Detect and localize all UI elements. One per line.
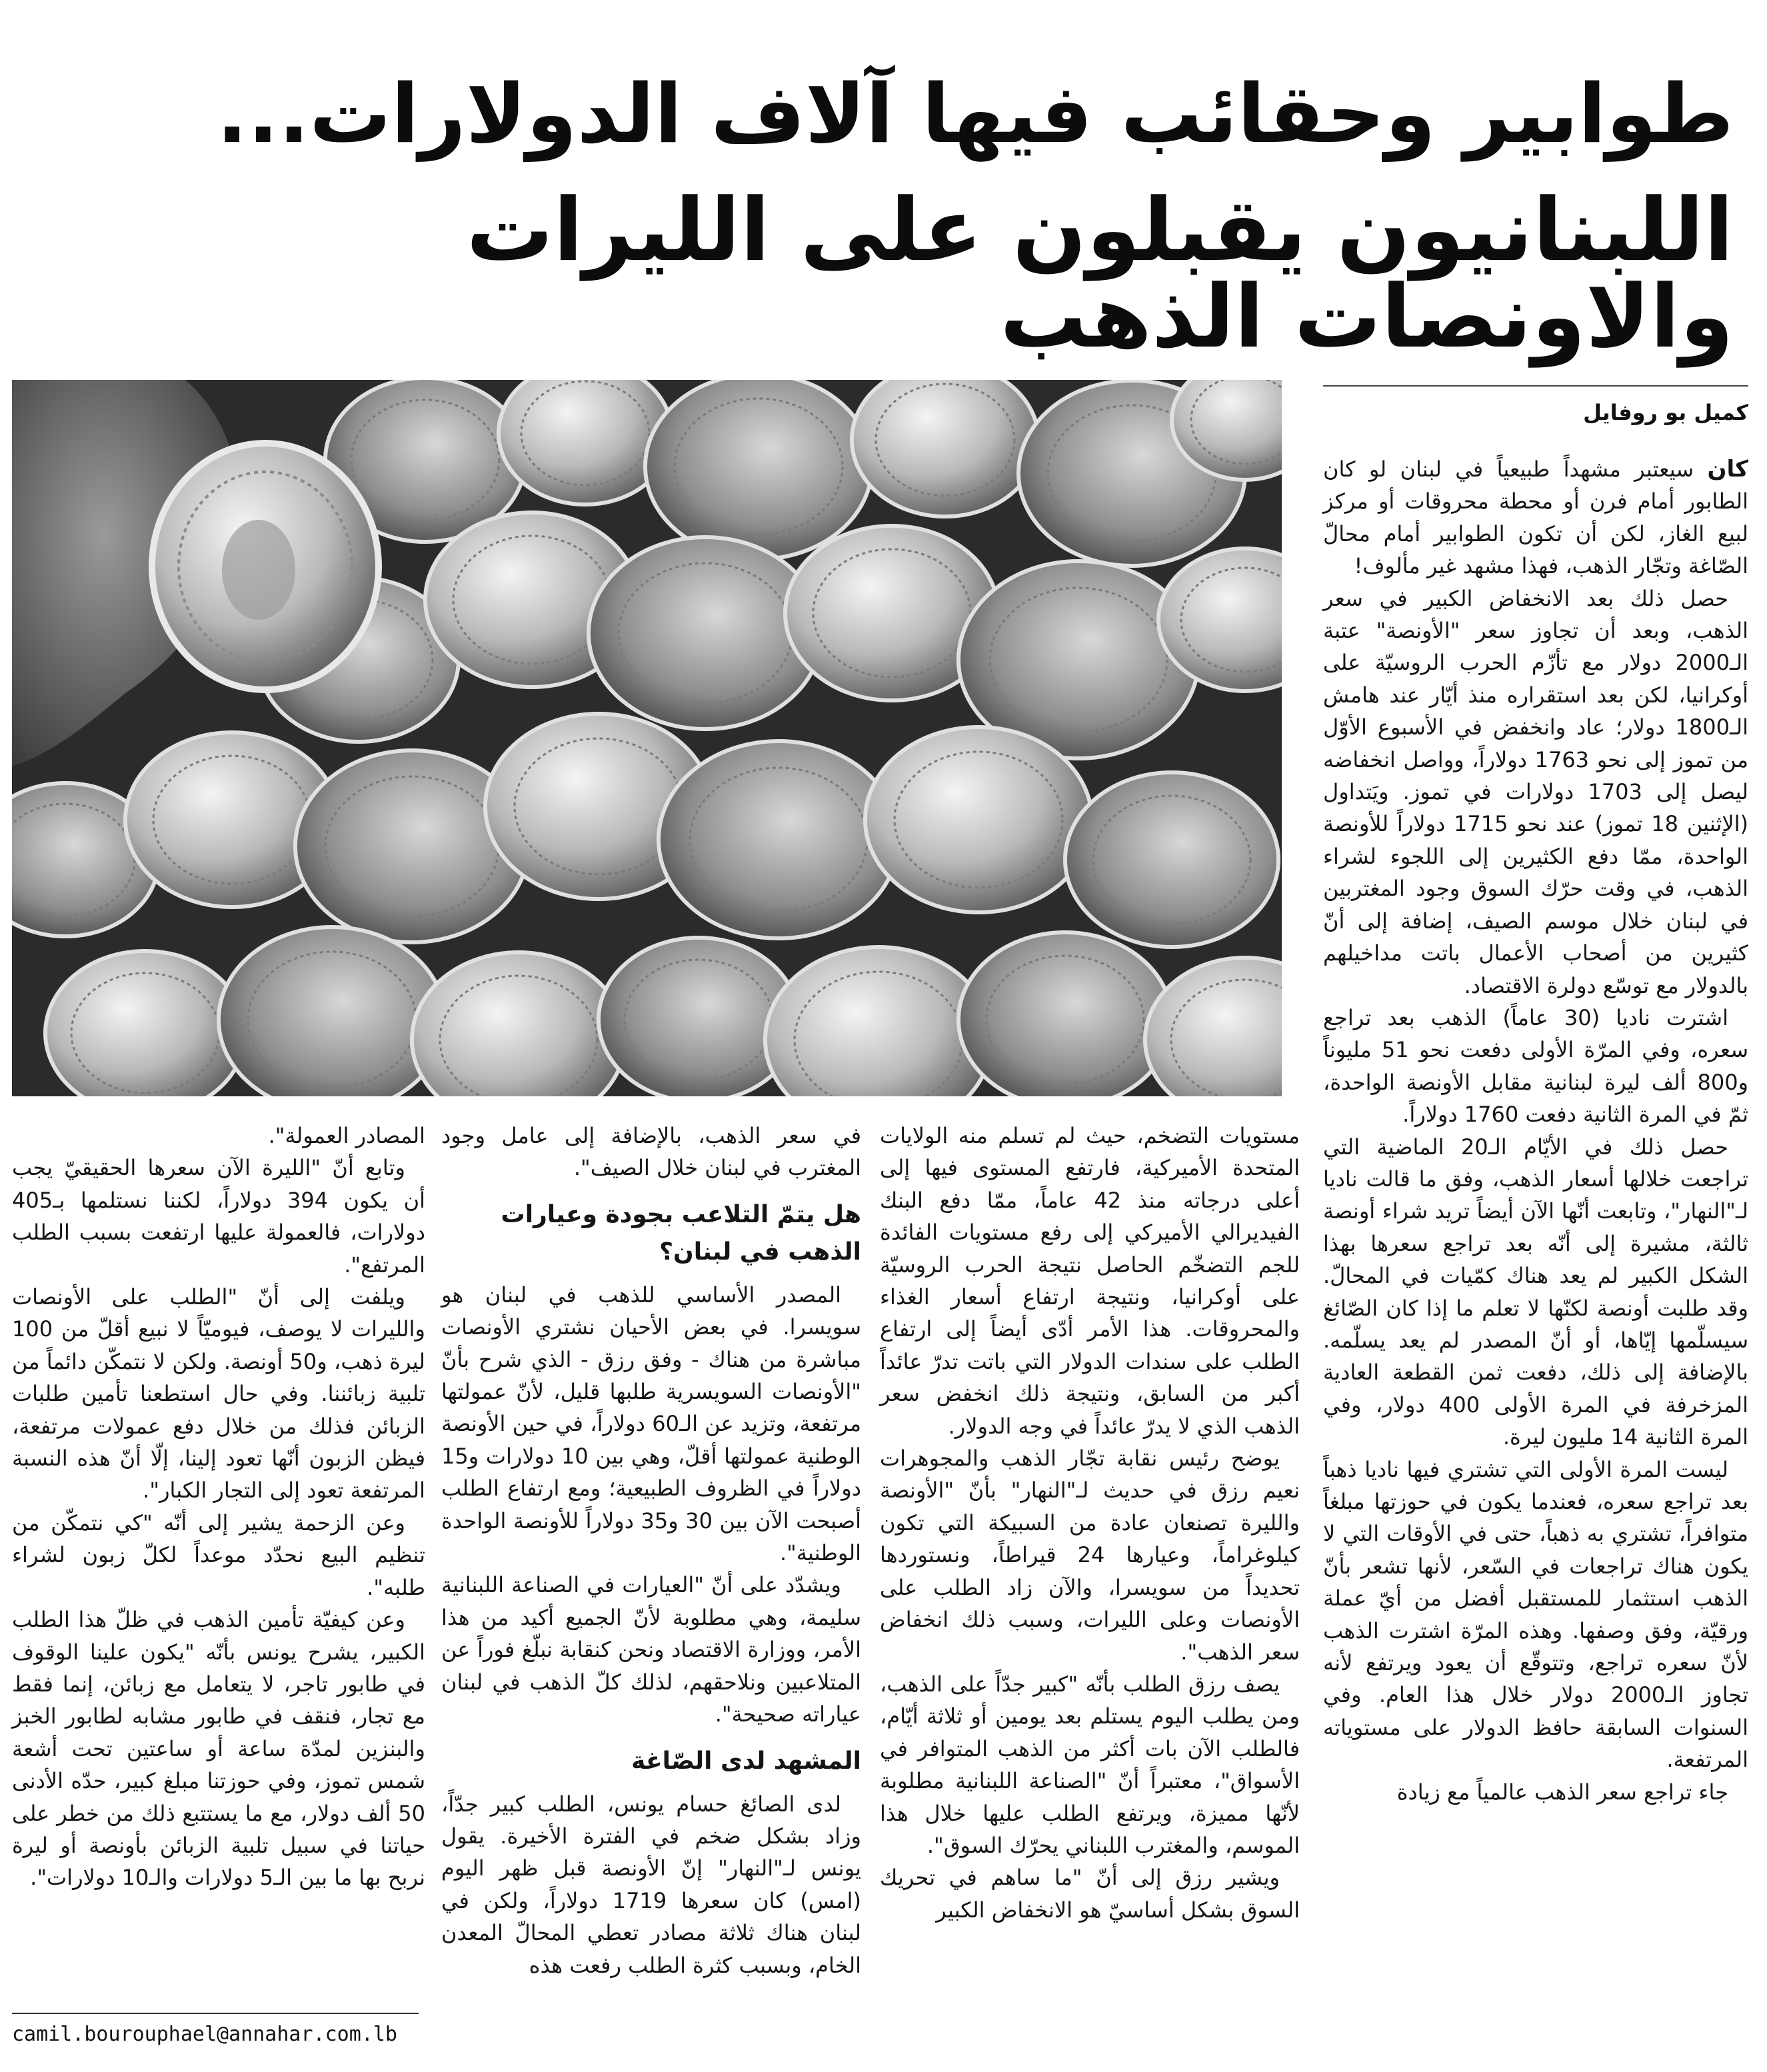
headline-line-1: طوابير وحقائب فيها آلاف الدولارات... xyxy=(217,67,1734,161)
coin xyxy=(1065,772,1278,947)
paragraph: مستويات التضخم، حيث لم تسلم منه الولايات المتحدة الأميركية، فارتفع المستوى فيها إلى أعلى درجاته منذ 42 عاماً، ممّا دفع البنك الفيديرالي الأميركي إلى رفع مستويات الفائدة للجم التضخّم الحاصل نتيجة الحرب الروسيّة على أوكرانيا، ونتيجة ارتفاع أسعار الغذاء والمحروقات. هذا الأمر أدّى أيضاً إلى ارتفاع الطلب على سندات الدولار التي باتت تدرّ عائداً أكبر من السابق، ونتيجة ذلك انخفض سعر الذهب الذي لا يدرّ عائداً في وجه الدولار. xyxy=(880,1123,1300,1439)
subheading-jewellers: المشهد لدى الصّاغة xyxy=(631,1747,861,1775)
column-3 xyxy=(441,1120,861,2066)
column-1 xyxy=(1323,453,1748,2066)
coin xyxy=(645,380,872,559)
column-2 xyxy=(880,1120,1300,2066)
paragraph: جاء تراجع سعر الذهب عالمياً مع زيادة xyxy=(1396,1779,1728,1805)
paragraph: ويشدّد على أنّ "العيارات في الصناعة اللبنانية سليمة، وهي مطلوبة لأنّ الجميع أكيد من هذا الأمر، ووزارة الاقتصاد ونحن كنقابة نبلّغ فوراً عن المتلاعبين ونلاحقهم، لذلك كلّ الذهب في لبنان عياراته صحيحة". xyxy=(441,1572,861,1727)
paragraph: المصادر العمولة". xyxy=(268,1123,425,1148)
coin xyxy=(852,380,1038,517)
paragraph: وتابع أنّ "الليرة الآن سعرها الحقيقيّ يجب أن يكون 394 دولاراً، لكننا نستلمها بـ405 دولارات، فالعمولة عليها ارتفعت بسبب الطلب المرتفع". xyxy=(12,1155,426,1278)
coin xyxy=(219,927,445,1096)
gold-coins-image xyxy=(12,380,1282,1096)
author-email[interactable]: camil.bourouphael@annahar.com.lb xyxy=(12,2023,397,2046)
lead-word: كان xyxy=(1707,456,1749,483)
paragraph: ويشير رزق إلى أنّ "ما ساهم في تحريك السوق بشكل أساسيّ هو الانخفاض الكبير xyxy=(880,1865,1300,1923)
paragraph: وعن الزحمة يشير إلى أنّه "كي نتمكّن من تنظيم البيع نحدّد موعداً لكلّ زبون لشراء طلبه". xyxy=(12,1510,425,1600)
byline: كميل بو روفايل xyxy=(1583,400,1748,425)
paragraph: اشترت ناديا (30 عاماً) الذهب بعد تراجع سعره، وفي المرّة الأولى دفعت نحو 51 مليوناً و800 ألف ليرة لبنانية مقابل الأونصة الواحدة، ثمّ في المرة الثانية دفعت 1760 دولاراً. xyxy=(1323,1004,1749,1128)
coin xyxy=(865,727,1092,912)
paragraph: حصل ذلك بعد الانخفاض الكبير في سعر الذهب، وبعد أن تجاوز سعر "الأونصة" عتبة الـ2000 دولار مع تأزّم الحرب الروسيّة على أوكرانيا، لكن بعد استقراره منذ أيّار عند هامش الـ1800 دولار؛ عاد وانخفض في الأسبوع الأوّل من تموز إلى نحو 1763 دولاراً، وواصل انخفاضه ليصل إلى 1703 دولارات في تموز. ويَتداول (الإثنين 18 تموز) عند نحو 1715 دولاراً للأونصة الواحدة، ممّا دفع الكثيرين إلى اللجوء لشراء الذهب، في وقت حرّك السوق وجود المغتربين في لبنان خلال موسم الصيف، إضافة إلى أنّ كثيرين من أصحاب الأعمال باتت مداخيلهم بالدولار مع توسّع دولرة الاقتصاد. xyxy=(1323,585,1749,998)
paragraph: وعن كيفيّة تأمين الذهب في ظلّ هذا الطلب الكبير، يشرح يونس بأنّه "يكون علينا الوقوف في طابور تاجر، لا يتعامل مع زبائن، إنما فقط مع تجار، فنقف في طابور مشابه لطابور الخبز والبنزين لمدّة ساعة أو ساعتين تحت أشعة شمس تموز، وفي حوزتنا مبلغ كبير، حدّه الأدنى 50 ألف دولار، مع ما يستتبع ذلك من خطر على حياتنا في سبيل تلبية الزبائن بأونصة أو ليرة نربح بها ما بين الـ5 دولارات والـ10 دولارات". xyxy=(12,1607,425,1891)
headline-line-2: اللبنانيون يقبلون على الليرات والاونصات الذهب xyxy=(466,179,1734,367)
gold-coins-photo xyxy=(12,380,1282,1096)
paragraph: ويلفت إلى أنّ "الطلب على الأونصات والليرات لا يوصف، فيوميّاً لا نبيع أقلّ من 100 ليرة ذهب، و50 أونصة. ولكن لا نتمكّن دائماً من تلبية زبائننا. وفي حال استطعنا تأمين طلبات الزبائن فذلك من خلال دفع عمولات مرتفعة، فيظن الزبون أنّها تعود إلينا، إلّا أنّ هذه النسبة المرتفعة تعود إلى التجار الكبار". xyxy=(12,1284,426,1504)
paragraph: في سعر الذهب، بالإضافة إلى عامل وجود المغترب في لبنان خلال الصيف". xyxy=(441,1123,861,1181)
paragraph: يوضح رئيس نقابة تجّار الذهب والمجوهرات نعيم رزق في حديث لـ"النهار" بأنّ "الأونصة والليرة تصنعان عادة من السبيكة التي تكون كيلوغراماً، وعيارها 24 قيراطاً، ونستوردها تحديداً من سويسرا، والآن زاد الطلب على الأونصات وعلى الليرات، وسبب ذلك انخفاض سعر الذهب". xyxy=(880,1446,1300,1665)
email-rule xyxy=(12,2013,419,2014)
lead-paragraph: كان سيعتبر مشهداً طبيعياً في لبنان لو كان الطابور أمام فرن أو محطة محروقات أو مركز لبيع الغاز، لكن أن تكون الطوابير أمام محالّ الصّاغة وتجّار الذهب، فهذا مشهد غير مألوف! xyxy=(1323,456,1749,579)
byline-rule xyxy=(1323,385,1748,387)
paragraph: يصف رزق الطلب بأنّه "كبير جدّاً على الذهب، ومن يطلب اليوم يستلم بعد يومين أو ثلاثة أيّام، فالطلب الآن بات أكثر من الذهب المتوافر في الأسواق"، معتبراً أنّ "الصناعة اللبنانية مطلوبة لأنّها مميزة، ويرتفع الطلب عليها خلال هذا الموسم، والمغترب اللبناني يحرّك السوق". xyxy=(880,1671,1300,1858)
paragraph: ليست المرة الأولى التي تشتري فيها ناديا ذهباً بعد تراجع سعره، فعندما يكون في حوزتها مبلغاً متوافراً، تشتري به ذهباً، حتى في الأوقات التي لا يكون هناك تراجعات في السّعر، لأنها تشعر بأنّ الذهب استثمار للمستقبل أفضل من أيّ عملة ورقيّة، وفق وصفها. وهذه المرّة اشترت الذهب لأنّ سعره تراجع، وتتوقّع أن يعود ويرتفع لأنه تجاوز الـ2000 دولار خلال هذا العام. وفي السنوات السابقة حافظ الدولار على مستوياته المرتفعة. xyxy=(1323,1456,1748,1773)
paragraph: المصدر الأساسي للذهب في لبنان هو سويسرا. في بعض الأحيان نشتري الأونصات مباشرة من هناك - وفق رزق - الذي شرح بأنّ "الأونصات السويسرية طلبها قليل، لأنّ عمولتها مرتفعة، وتزيد عن الـ60 دولاراً، في حين الأونصة الوطنية عمولتها أقلّ، وهي بين 10 دولارات و15 دولاراً في الظروف الطبيعية؛ ومع ارتفاع الطلب أصبحت الآن بين 30 و35 دولاراً للأونصة الواحدة الوطنية". xyxy=(441,1282,862,1566)
subheading-quality: هل يتمّ التلاعب بجودة وعيارات الذهب في لبنان؟ xyxy=(501,1200,861,1266)
coin xyxy=(659,741,898,938)
coin xyxy=(958,932,1172,1096)
paragraph: حصل ذلك في الأيّام الـ20 الماضية التي تراجعت خلالها أسعار الذهب، وفق ما قالت ناديا لـ"النهار"، وتابعت أنّها الآن أيضاً تريد شراء أونصة ثالثة، مشيرة إلى أنّه بعد تراجع سعرها بهذا الشكل الكبير لم يعد هناك كمّيات في المحالّ. وقد طلبت أونصة لكنّها لا تعلم ما إذا كان الصّائغ سيسلّمها إيّاها، أو أنّ المصدر لم يعد يسلّمه. بالإضافة إلى ذلك، دفعت ثمن القطعة العادية المزخرفة في المرة الأولى 400 دولار، وفي المرة الثانية 14 مليون ليرة. xyxy=(1323,1134,1748,1450)
column-4 xyxy=(12,1120,425,2006)
paragraph: لدى الصائغ حسام يونس، الطلب كبير جدّاً، وزاد بشكل ضخم في الفترة الأخيرة. يقول يونس لـ"النهار" إنّ الأونصة قبل ظهر اليوم (امس) كان سعرها 1719 دولاراً، ولكن في لبنان هناك ثلاثة مصادر تعطي المحالّ المعدن الخام، وبسبب كثرة الطلب رفعت هذه xyxy=(441,1791,862,1978)
